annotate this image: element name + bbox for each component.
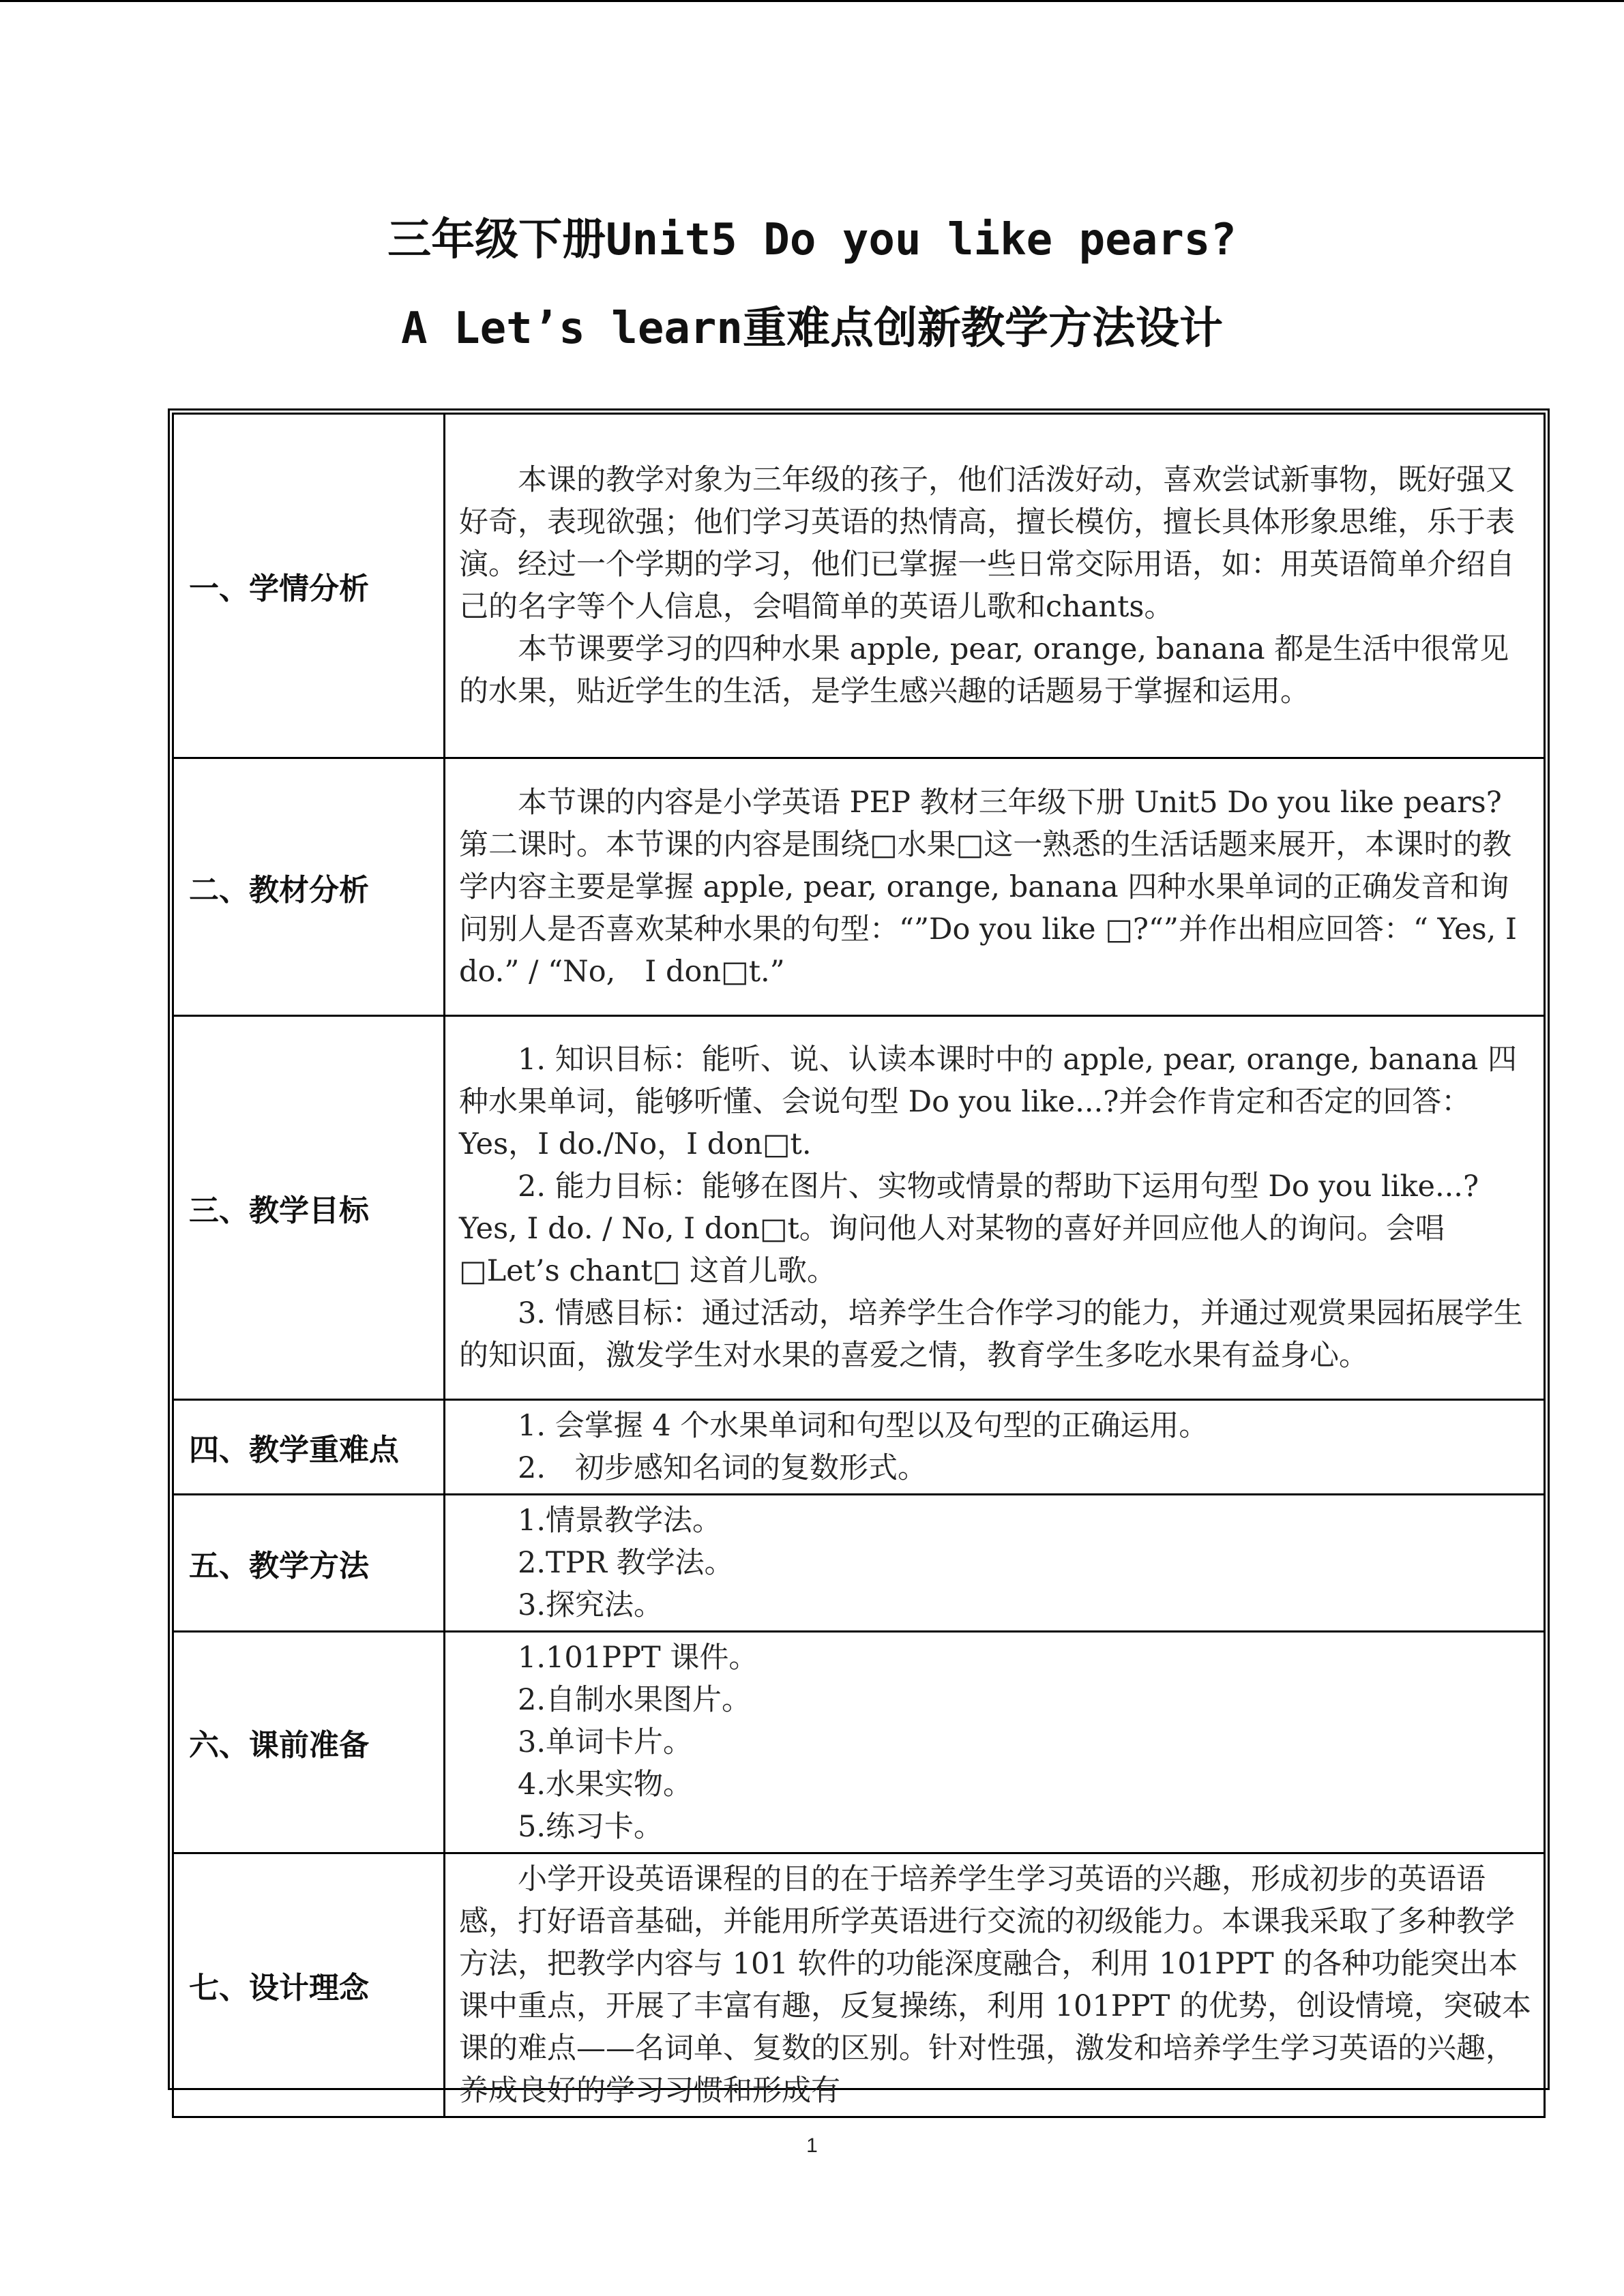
top-border-line <box>0 0 1624 2</box>
list-item: 4.水果实物。 <box>518 1768 693 1802</box>
row-label-teaching-methods: 五、教学方法 <box>173 1495 445 1632</box>
paragraph: 本课的教学对象为三年级的孩子，他们活泼好动，喜欢尝试新事物，既好强又好奇，表现欲强；他们学习英语的热情高，擅长模仿，擅长具体形象思维，乐于表演。经过一个学期的学习，他们已掌握一些日常交际用语，如：用英语简单介绍自己的名字等个人信息，会唱简单的英语儿歌和chants。 <box>459 463 1515 624</box>
row-label-key-points: 四、教学重难点 <box>173 1400 445 1495</box>
row-content-material-analysis <box>445 758 1545 1016</box>
row-label-material-analysis: 二、教材分析 <box>173 758 445 1016</box>
row-label-student-analysis: 一、学情分析 <box>173 414 445 758</box>
table-row <box>173 758 1545 1016</box>
list-item: 1.101PPT 课件。 <box>518 1641 758 1675</box>
row-label-teaching-objectives: 三、教学目标 <box>173 1016 445 1400</box>
list-item: 1.情景教学法。 <box>518 1504 722 1538</box>
row-content-teaching-objectives <box>445 1016 1545 1400</box>
list-item: 3.探究法。 <box>518 1588 664 1622</box>
paragraph: 小学开设英语课程的目的在于培养学生学习英语的兴趣，形成初步的英语语感，打好语音基础，并能用所学英语进行交流的初级能力。本课我采取了多种教学方法，把教学内容与 101 软件的功能深度融合，利用 101PPT 的各种功能突出本课中重点，开展了丰富有趣，反复操练，利用 101PPT 的优势，创设情境，突破本课的难点——名词单、复数的区别。针对性强，激发和培养学生学习英语的兴趣，养成良好的学习习惯和形成有 <box>459 1862 1531 2108</box>
row-label-design-concept: 七、设计理念 <box>173 1853 445 2117</box>
table-row <box>173 1016 1545 1400</box>
row-content-key-points <box>445 1400 1545 1495</box>
row-label-preparation: 六、课前准备 <box>173 1632 445 1853</box>
document-title-line-1: 三年级下册Unit5 Do you like pears? <box>387 215 1237 265</box>
row-content-design-concept <box>445 1853 1545 2117</box>
paragraph: 本节课要学习的四种水果 apple, pear, orange, banana 都是生活中很常见的水果，贴近学生的生活，是学生感兴趣的话题易于掌握和运用。 <box>459 632 1509 709</box>
page-number: 1 <box>806 2134 818 2157</box>
table-row <box>173 1632 1545 1853</box>
row-content-preparation <box>445 1632 1545 1853</box>
paragraph: 3. 情感目标：通过活动，培养学生合作学习的能力，并通过观赏果园拓展学生的知识面，激发学生对水果的喜爱之情，教育学生多吃水果有益身心。 <box>459 1296 1523 1373</box>
paragraph: 1. 知识目标：能听、说、认读本课时中的 apple, pear, orange, banana 四种水果单词，能够听懂、会说句型 Do you like...?并会作肯定和否定的回答：Yes，I do./No，I don□t. <box>459 1043 1517 1161</box>
row-content-student-analysis <box>445 414 1545 758</box>
list-item: 2. 初步感知名词的复数形式。 <box>518 1451 928 1485</box>
list-item: 2.TPR 教学法。 <box>518 1546 734 1580</box>
table-row <box>173 1495 1545 1632</box>
document-title-line-2: A Let’s learn重难点创新教学方法设计 <box>401 303 1223 354</box>
table-row <box>173 1853 1545 2117</box>
list-item: 5.练习卡。 <box>518 1810 664 1844</box>
list-item: 2.自制水果图片。 <box>518 1683 752 1717</box>
paragraph: 本节课的内容是小学英语 PEP 教材三年级下册 Unit5 Do you like pears? 第二课时。本节课的内容是围绕□水果□这一熟悉的生活话题来展开，本课时的教学内容主要是掌握 apple, pear, orange, banana 四种水果单词的正确发音和询问别人是否喜欢某种水果的句型：“”Do you like □?“”并作出相应回答：“ Yes, I do.” / “No, I don□t.” <box>459 785 1518 989</box>
lesson-plan-table <box>172 413 1546 2118</box>
table-row <box>173 414 1545 758</box>
list-item: 3.单词卡片。 <box>518 1725 693 1759</box>
paragraph: 2. 能力目标：能够在图片、实物或情景的帮助下运用句型 Do you like...?Yes, I do. / No, I don□t。询问他人对某物的喜好并回应他人的询问。会唱 □Let’s chant□ 这首儿歌。 <box>459 1169 1479 1288</box>
table-row <box>173 1400 1545 1495</box>
list-item: 1. 会掌握 4 个水果单词和句型以及句型的正确运用。 <box>518 1409 1209 1443</box>
row-content-teaching-methods <box>445 1495 1545 1632</box>
